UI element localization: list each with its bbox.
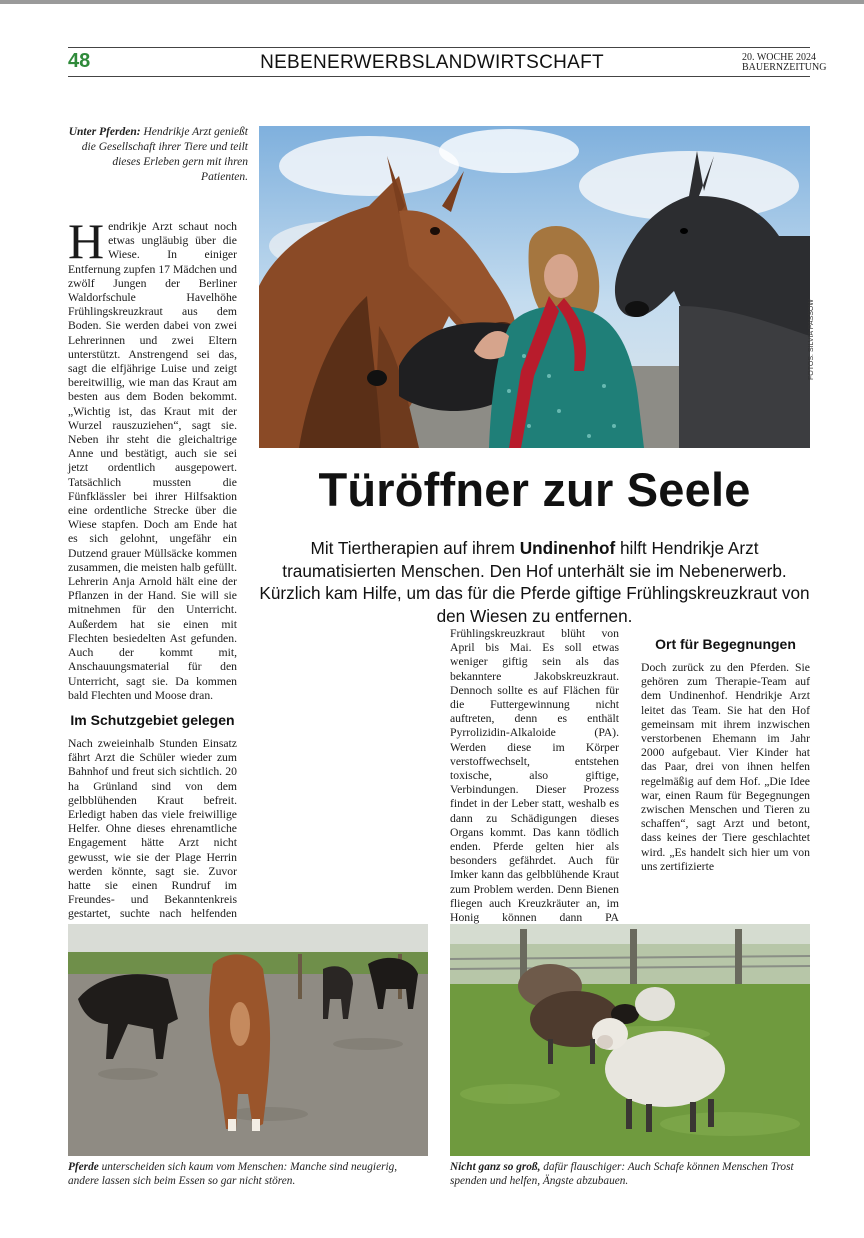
top-border <box>0 0 864 4</box>
article-column-4 <box>641 627 810 874</box>
caption-sheep-text: dafür flauschiger: Auch Schafe können Menschen Trost spenden und helfen, Ängste abzubauen. <box>450 1161 794 1187</box>
caption-horses <box>68 1160 428 1188</box>
hero-caption <box>68 125 248 185</box>
caption-horses-text: unterscheiden sich kaum vom Menschen: Manche sind neugierig, andere lassen sich beim Essen so gar nicht stören. <box>68 1161 398 1187</box>
header-rule-top <box>68 47 810 48</box>
drop-cap: H <box>68 213 105 269</box>
lead-part1: Mit Tiertherapien auf ihrem <box>310 538 520 558</box>
publication-name: BAUERNZEITUNG <box>742 62 827 73</box>
article-paragraph-1-text: endrikje Arzt schaut noch etwas ungläubig über die Wiese. In einiger Entfernung zupfen 17 Mädchen und zwölf Jungen der Berliner Waldorfschule Havelhöhe Frühlingskreuzkraut aus dem Boden. Sie werden dabei von zwei Lehrerinnen und zwei Eltern unterstützt. Anstrengend sei das, sagt die elfjährige Luise und zeigt bereitwillig, wie man das Kraut am besten aus dem Boden bekommt. „Wichtig ist, das Kraut mit der Wurzel rauszuziehen“, sagt sie. Neben ihr steht die gleichaltrige Anne und bestätigt, auch sie sei jetzt ordentlich ausgepowert. Tatsächlich mussten die Fünfklässler bei ihrer Hilfsaktion eine ordentliche Strecke über die Wiese stapfen. Doch am Ende hat es sich gelohnt, ungefähr ein Dutzend grauer Müllsäcke kommen zusammen, die meisten halb gefüllt. Lehrerin Anja Arnold hält eine der Pflanzen in der Hand. Sie will sie mitnehmen für den Unterricht. Außerdem hat sie einen mit Flechten besiedelten Ast gefunden. Auch der kommt mit, Anschauungsmaterial für den Unterricht, sagt sie. Da kommen bald Flechten und Moose dran. <box>68 220 237 702</box>
caption-sheep <box>450 1160 810 1188</box>
page-number: 48 <box>68 50 91 72</box>
header-rule-bottom <box>68 76 810 77</box>
issue-label <box>742 53 826 73</box>
lead-farm-name: Undinenhof <box>519 538 616 558</box>
article-paragraph-3: Frühlingskreuzkraut blüht von April bis Mai. Es soll etwas weniger giftig sein als das bekanntere Jakobskreuzkraut. Dennoch sollte es auf Flächen für die Futtergewinnung nicht auftreten, denn es enthält Pyrrolizidin-Alkaloide (PA). Werden diese im Körper verstoffwechselt, entstehen toxische, also giftige, Verbindungen. Dieser Prozess findet in der Leber statt, weshalb es dann zu Schädigungen dieses Organs kommt. Das kann tödlich enden. Pferde gelten hier als besonders gefährdet. Auch für Imker kann das gelbblühende Kraut zum Problem werden. Denn Bienen fliegen auch Kreuzkräuter an, im Honig können dann PA <box>450 627 619 925</box>
caption-sheep-lead: Nicht ganz so groß, <box>450 1161 541 1173</box>
article-paragraph-2: Nach zweieinhalb Stunden Einsatz fährt Arzt die Schüler wieder zum Bahnhof und freut sich sichtlich. 20 ha Grünland sind von dem gelbblühenden Kraut befreit. Erledigt haben das viele freiwillige Helfer. Ohne dieses ehrenamtliche Engagement hätte Arzt nicht gewusst, wie sie der Plage Herrin werden könnte, sagt sie. Zuvor hatte sie einen Rundruf im Freundes- und Bekanntenkreis gestartet, suchte nach helfenden <box>68 736 237 921</box>
hero-caption-text: Hendrikje Arzt genießt die Gesellschaft ihrer Tiere und teilt dieses Erleben gern mit ihren Patienten. <box>81 126 248 183</box>
section-title: NEBENERWERBSLANDWIRTSCHAFT <box>260 52 604 73</box>
photo-horses-paddock <box>68 924 428 1156</box>
headline: Türöffner zur Seele <box>318 463 751 516</box>
issue-week: 20. WOCHE 2024 <box>742 52 816 63</box>
subhead-begegnungen: Ort für Begegnungen <box>655 636 796 652</box>
hero-caption-lead: Unter Pferden: <box>68 126 141 138</box>
photo-credit: FOTOS: SILVIA PASSOW <box>808 299 815 380</box>
caption-horses-lead: Pferde <box>68 1161 99 1173</box>
article-paragraph-4: Doch zurück zu den Pferden. Sie gehören zum Therapie-Team auf dem Undinenhof. Hendrikje Arzt leitet das Team. Sie hat den Hof gemeinsam mit ihrem inzwischen verstorbenen Ehemann im Jahr 2000 aufgebaut. Vier Kinder hat das Paar, drei von ihnen helfen regelmäßig auf dem Hof. „Die Idee war, einen Raum für Begegnungen zwischen Menschen und Tieren zu schaffen“, sagt Arzt und betont, dass keines der Tiere geschlachtet wird. „Es handelt sich hier um von uns zertifizierte <box>641 661 810 873</box>
photo-sheep-meadow <box>450 924 810 1156</box>
lead-part2: hilft Hendrikje Arzt traumatisierten Menschen. Den Hof unterhält sie im Nebenerwerb. Kürzlich kam Hilfe, um das für die Pferde giftige Frühlingskreuzkraut von den Wiesen zu entfernen. <box>259 538 810 626</box>
lead-paragraph <box>259 537 810 627</box>
hero-photo-woman-with-horses <box>259 126 810 448</box>
article-paragraph-1 <box>68 213 237 703</box>
subhead-schutzgebiet: Im Schutzgebiet gelegen <box>70 711 235 728</box>
